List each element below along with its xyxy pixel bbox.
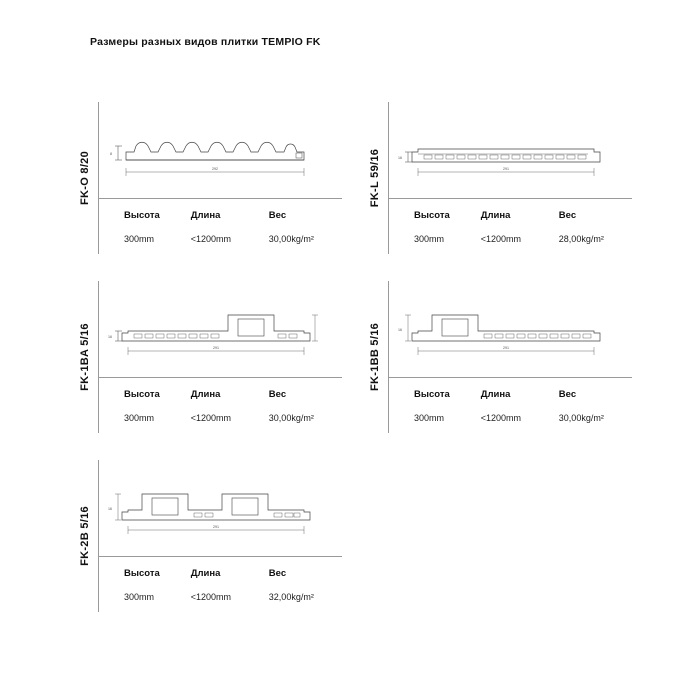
- tile-profile-drawing: [388, 281, 632, 377]
- spec-header-row: [98, 389, 342, 400]
- tile-code-text: FK-O 8/20: [79, 150, 91, 206]
- spec-header-length: Длина: [480, 210, 511, 221]
- spec-value-weight: 30,00kg/m²: [268, 234, 314, 244]
- spec-header-length: Длина: [480, 389, 511, 400]
- spec-header-row: [388, 210, 632, 221]
- spec-header-weight: Вес: [268, 389, 287, 400]
- spec-header-weight: Вес: [268, 210, 287, 221]
- tile-card: [362, 102, 632, 254]
- dim-width-text: 291: [503, 346, 509, 350]
- dim-width-text: 291: [213, 346, 219, 350]
- spec-value-length: <1200mm: [190, 234, 231, 244]
- spec-value-height: 300mm: [124, 592, 155, 602]
- spec-value-length: <1200mm: [190, 592, 231, 602]
- spec-table: [98, 198, 342, 258]
- page-title: Размеры разных видов плитки TEMPIO FK: [90, 36, 321, 48]
- spec-value-row: [98, 413, 342, 423]
- dim-width-text: 291: [213, 525, 219, 529]
- spec-header-height: Высота: [414, 389, 450, 400]
- dim-height-text: 16: [398, 328, 402, 332]
- spec-header-height: Высота: [124, 210, 160, 221]
- spec-value-weight: 28,00kg/m²: [558, 234, 604, 244]
- spec-value-weight: 30,00kg/m²: [558, 413, 604, 423]
- spec-value-length: <1200mm: [480, 413, 521, 423]
- tile-code-text: FK-1BB 5/16: [369, 322, 381, 392]
- spec-header-height: Высота: [414, 210, 450, 221]
- spec-value-height: 300mm: [414, 413, 445, 423]
- spec-value-row: [388, 413, 632, 423]
- dim-height-text: 8: [110, 152, 112, 156]
- dim-width-text: 291: [503, 167, 509, 171]
- dim-height-text: 16: [398, 156, 402, 160]
- tile-code-text: FK-1BA 5/16: [79, 323, 91, 391]
- spec-header-weight: Вес: [558, 389, 577, 400]
- spec-header-height: Высота: [124, 568, 160, 579]
- spec-header-length: Длина: [190, 568, 221, 579]
- spec-table: [388, 377, 632, 437]
- tile-card: [72, 102, 342, 254]
- spec-header-length: Длина: [190, 389, 221, 400]
- tile-profile-drawing: [98, 281, 342, 377]
- spec-value-row: [98, 592, 342, 602]
- spec-value-height: 300mm: [124, 234, 155, 244]
- dim-height-text: 16: [108, 507, 112, 511]
- spec-header-row: [98, 568, 342, 579]
- spec-header-weight: Вес: [558, 210, 577, 221]
- spec-header-weight: Вес: [268, 568, 287, 579]
- spec-header-row: [388, 389, 632, 400]
- tile-profile-drawing: [388, 102, 632, 198]
- tile-profile-drawing: [98, 102, 342, 198]
- tile-code-label: [72, 281, 99, 433]
- tile-card: [362, 281, 632, 433]
- spec-table: [98, 556, 342, 616]
- dim-height-text: 16: [108, 335, 112, 339]
- spec-value-weight: 32,00kg/m²: [268, 592, 314, 602]
- tile-code-label: [72, 102, 99, 254]
- tile-code-label: [72, 460, 99, 612]
- spec-value-height: 300mm: [414, 234, 445, 244]
- spec-table: [388, 198, 632, 258]
- spec-value-weight: 30,00kg/m²: [268, 413, 314, 423]
- spec-header-length: Длина: [190, 210, 221, 221]
- tile-code-text: FK-2B 5/16: [79, 506, 91, 566]
- tile-code-text: FK-L 59/16: [369, 148, 381, 208]
- spec-table: [98, 377, 342, 437]
- spec-value-height: 300mm: [124, 413, 155, 423]
- spec-value-row: [388, 234, 632, 244]
- spec-header-height: Высота: [124, 389, 160, 400]
- dim-width-text: 292: [212, 167, 218, 171]
- spec-value-row: [98, 234, 342, 244]
- spec-header-row: [98, 210, 342, 221]
- tile-card: [72, 281, 342, 433]
- tile-code-label: [362, 102, 389, 254]
- tile-card: [72, 460, 342, 612]
- tile-code-label: [362, 281, 389, 433]
- spec-value-length: <1200mm: [480, 234, 521, 244]
- spec-value-length: <1200mm: [190, 413, 231, 423]
- tile-profile-drawing: [98, 460, 342, 556]
